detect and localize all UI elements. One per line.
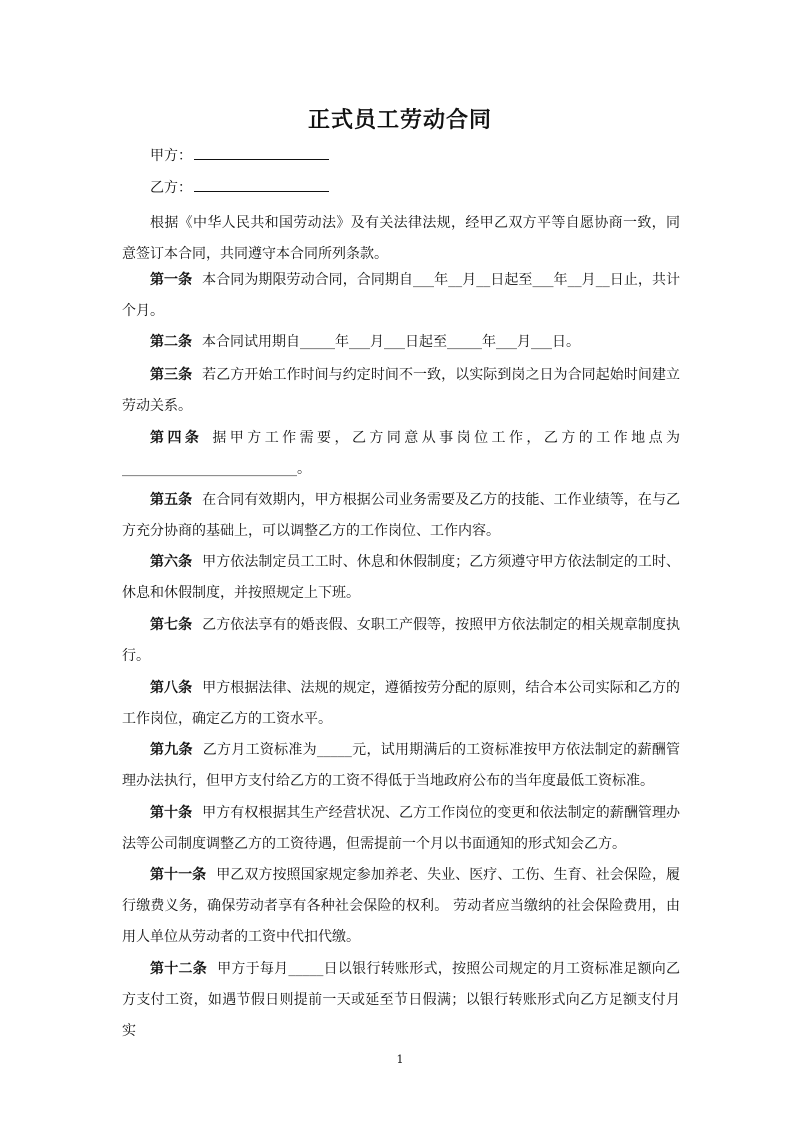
article-4 (122, 423, 680, 485)
article-label: 第十一条 (150, 867, 207, 883)
article-label: 第六条 (150, 554, 193, 570)
article-text: 甲方根据法律、法规的规定，遵循按劳分配的原则，结合本公司实际和乙方的工作岗位，确定乙方的工资水平。 (122, 680, 681, 727)
article-text: 乙方月工资标准为_____元，试用期满后的工资标准按甲方依法制定的薪酬管理办法执行，但甲方支付给乙方的工资不得低于当地政府公布的当年度最低工资标准。 (122, 742, 681, 789)
article-3 (122, 360, 680, 422)
article-text: 甲方于每月_____日以银行转账形式，按照公司规定的月工资标准足额向乙方支付工资，如遇节假日则提前一天或延至节日假满；以银行转账形式向乙方足额支付月实 (122, 961, 681, 1039)
article-text: 甲方依法制定员工工时、休息和休假制度；乙方须遵守甲方依法制定的工时、休息和休假制度，并按照规定上下班。 (122, 554, 681, 601)
article-label: 第七条 (150, 617, 193, 633)
article-10 (122, 798, 680, 860)
party-a-blank (194, 145, 329, 160)
article-7 (122, 610, 680, 672)
article-6 (122, 547, 680, 609)
article-label: 第九条 (150, 742, 193, 758)
party-a-label: 甲方： (150, 148, 192, 164)
article-text: 本合同试用期自_____年___月___日起至_____年___月___日。 (202, 334, 580, 350)
party-b-line (150, 177, 329, 198)
party-b-blank (194, 177, 329, 192)
article-text: 乙方依法享有的婚丧假、女职工产假等，按照甲方依法制定的相关规章制度执行。 (122, 617, 681, 664)
page-number: 1 (396, 1053, 404, 1066)
intro-paragraph: 根据《中华人民共和国劳动法》及有关法律法规，经甲乙双方平等自愿协商一致，同意签订本合同，共同遵守本合同所列条款。 (122, 215, 680, 262)
article-text: 甲方有权根据其生产经营状况、乙方工作岗位的变更和依法制定的薪酬管理办法等公司制度调整乙方的工资待遇，但需提前一个月以书面通知的形式知会乙方。 (122, 805, 681, 852)
article-11 (122, 860, 680, 953)
article-label: 第四条 (150, 430, 203, 446)
article-text: 在合同有效期内，甲方根据公司业务需要及乙方的技能、工作业绩等，在与乙方充分协商的基础上，可以调整乙方的工作岗位、工作内容。 (122, 492, 681, 539)
article-8 (122, 673, 680, 735)
page-title: 正式员工劳动合同 (307, 107, 492, 133)
article-label: 第三条 (150, 367, 193, 383)
article-text: 甲乙双方按照国家规定参加养老、失业、医疗、工伤、生育、社会保险，履行缴费义务，确保劳动者享有各种社会保险的权利。 劳动者应当缴纳的社会保险费用，由用人单位从劳动者的工资中代扣代缴。 (122, 867, 681, 945)
article-1 (122, 265, 680, 327)
article-2 (122, 327, 680, 358)
party-b-label: 乙方： (150, 180, 192, 196)
article-5 (122, 485, 680, 547)
article-text: 据甲方工作需要，乙方同意从事岗位工作，乙方的工作地点为_________________________。 (122, 430, 681, 477)
article-12 (122, 954, 680, 1047)
article-label: 第一条 (150, 272, 193, 288)
article-label: 第二条 (150, 334, 192, 350)
article-label: 第十二条 (150, 961, 208, 977)
article-9 (122, 735, 680, 797)
article-label: 第五条 (150, 492, 193, 508)
article-text: 本合同为期限劳动合同，合同期自___年__月__日起至___年__月__日止，共计个月。 (122, 272, 680, 319)
article-label: 第十条 (150, 805, 193, 821)
article-label: 第八条 (150, 680, 193, 696)
article-text: 若乙方开始工作时间与约定时间不一致，以实际到岗之日为合同起始时间建立劳动关系。 (122, 367, 681, 414)
party-a-line (150, 145, 329, 166)
